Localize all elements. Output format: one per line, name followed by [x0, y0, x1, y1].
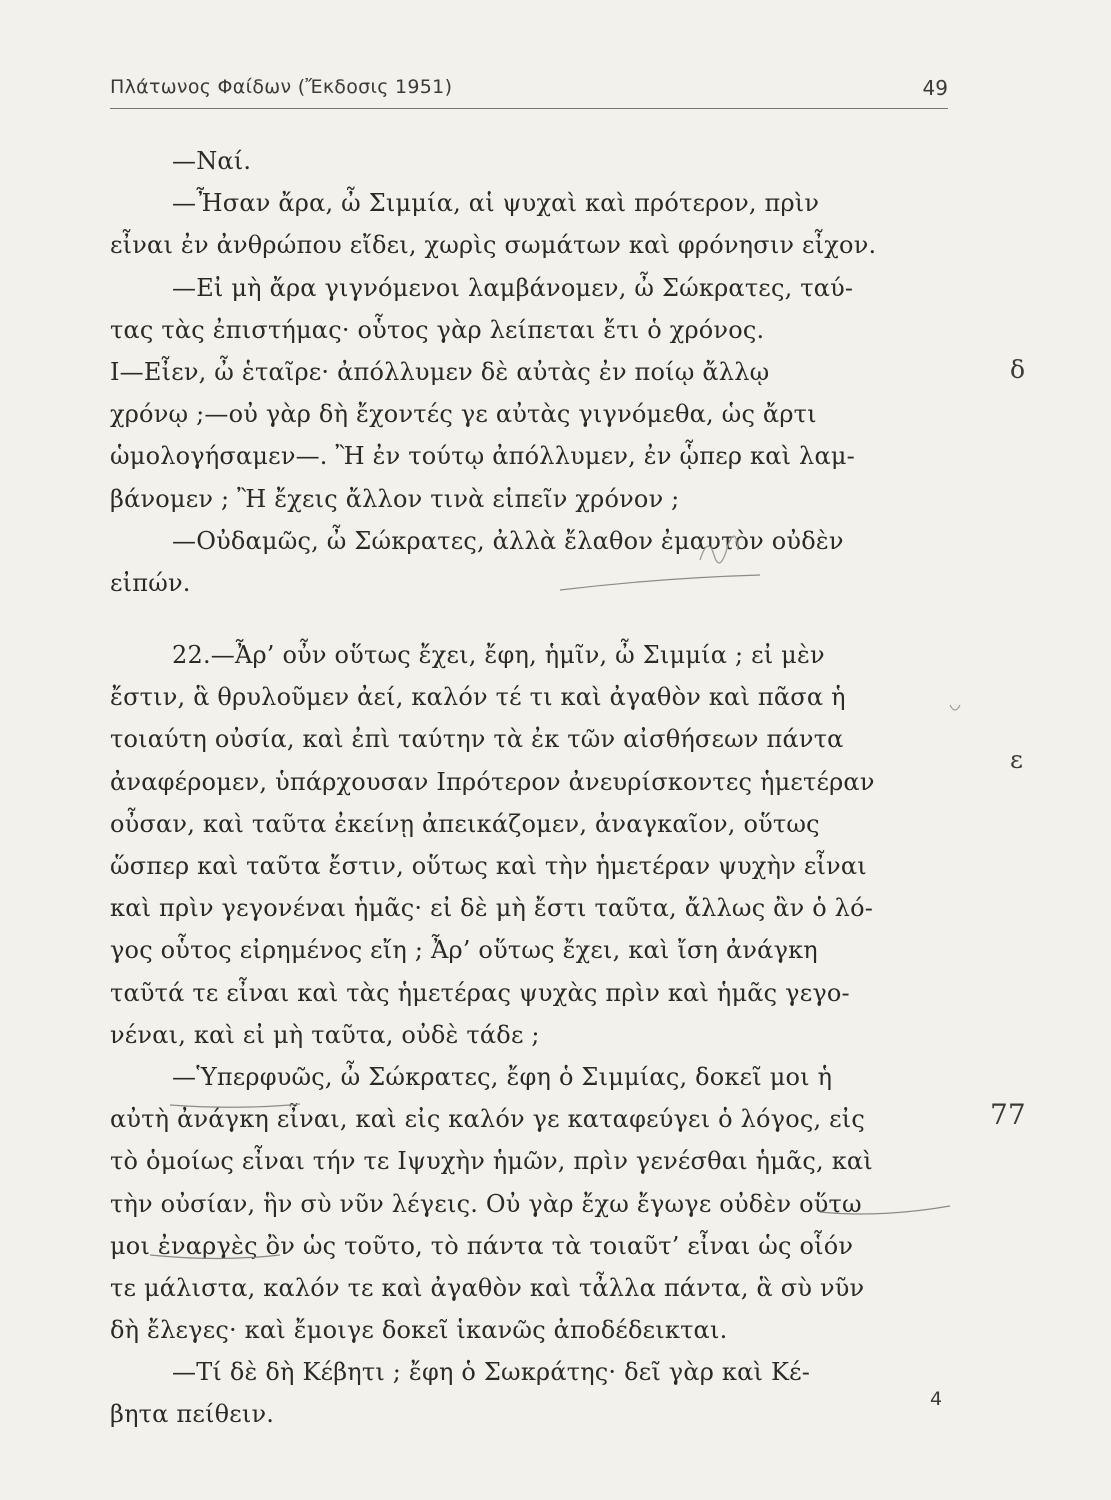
page-header — [110, 70, 948, 109]
text-line: εἶναι ἐν ἀνθρώπου εἴδει, χωρὶς σωμάτων καὶ φρόνησιν εἶχον. — [110, 231, 877, 260]
text-line: ὥσπερ καὶ ταῦτα ἔστιν, οὕτως καὶ τὴν ἡμετέραν ψυχὴν εἶναι — [110, 852, 867, 880]
greek-text-body — [110, 140, 960, 1436]
text-line: βάνομεν ; Ἢ ἔχεις ἄλλον τινὰ εἰπεῖν χρόνον ; — [110, 484, 680, 513]
margin-marker-e: ε — [1010, 745, 1023, 774]
text-line: —Ἦσαν ἄρα, ὦ Σιμμία, αἱ ψυχαὶ καὶ πρότερον, πρὶν — [172, 189, 820, 218]
text-line: 22.—Ἆρ’ οὖν οὕτως ἔχει, ἔφη, ἡμῖν, ὦ Σιμμία ; εἰ μὲν — [172, 641, 825, 670]
text-line: τοιαύτη οὐσία, καὶ ἐπὶ ταύτην τὰ ἐκ τῶν αἰσθήσεων πάντα — [110, 725, 844, 754]
text-line: —Ναί. — [172, 147, 252, 175]
text-line: τὸ ὁμοίως εἶναι τήν τε Iψυχὴν ἡμῶν, πρὶν γενέσθαι ἡμᾶς, καὶ — [110, 1147, 873, 1176]
text-line: βητα πείθειν. — [110, 1400, 275, 1429]
text-line: ἀναφέρομεν, ὑπάρχουσαν Iπρότερον ἀνευρίσκοντες ἡμετέραν — [110, 767, 875, 796]
text-line: γος οὗτος εἰρημένος εἴη ; Ἆρ’ οὕτως ἔχει, καὶ ἴση ἀνάγκη — [110, 936, 818, 965]
running-title: Πλάτωνος Φαίδων (Ἔκδοσις 1951) — [110, 76, 453, 98]
text-line: —Οὐδαμῶς, ὦ Σώκρατες, ἀλλὰ ἔλαθον ἐμαυτὸν οὐδὲν — [172, 526, 844, 555]
text-line: ταῦτά τε εἶναι καὶ τὰς ἡμετέρας ψυχὰς πρὶν καὶ ἡμᾶς γεγο- — [110, 978, 850, 1007]
text-line: τὴν οὐσίαν, ἣν σὺ νῦν λέγεις. Οὐ γὰρ ἔχω ἔγωγε οὐδὲν οὕτω — [110, 1189, 862, 1218]
text-line: εἰπών. — [110, 568, 191, 597]
text-line: —Εἰ μὴ ἄρα γιγνόμενοι λαμβάνομεν, ὦ Σώκρατες, ταύ- — [172, 273, 854, 302]
text-line: δὴ ἔλεγες· καὶ ἔμοιγε δοκεῖ ἱκανῶς ἀποδέδεικται. — [110, 1316, 728, 1345]
text-line: μοι ἐναργὲς ὂν ὡς τοῦτο, τὸ πάντα τὰ τοιαῦτ’ εἶναι ὡς οἷόν — [110, 1231, 854, 1260]
page-number: 49 — [922, 76, 948, 100]
signature-number: 4 — [930, 1388, 943, 1410]
text-line: τε μάλιστα, καλόν τε καὶ ἀγαθὸν καὶ τἆλλα πάντα, ἃ σὺ νῦν — [110, 1273, 865, 1302]
text-line: —Ὑπερφυῶς, ὦ Σώκρατες, ἔφη ὁ Σιμμίας, δοκεῖ μοι ἡ — [172, 1062, 833, 1091]
paragraph-gap — [110, 604, 960, 634]
text-line: αὐτὴ ἀνάγκη εἶναι, καὶ εἰς καλόν γε καταφεύγει ὁ λόγος, εἰς — [110, 1105, 866, 1134]
text-line: καὶ πρὶν γεγονέναι ἡμᾶς· εἰ δὲ μὴ ἔστι ταῦτα, ἄλλως ἂν ὁ λό- — [110, 894, 874, 923]
text-line: νέναι, καὶ εἰ μὴ ταῦτα, οὐδὲ τάδε ; — [110, 1020, 540, 1049]
text-line: χρόνῳ ;—οὐ γὰρ δὴ ἔχοντές γε αὐτὰς γιγνόμεθα, ὡς ἄρτι — [110, 400, 817, 429]
text-line: ἔστιν, ἃ θρυλοῦμεν ἀεί, καλόν τέ τι καὶ ἀγαθὸν καὶ πᾶσα ἡ — [110, 683, 846, 712]
text-line: τας τὰς ἐπιστήμας· οὗτος γὰρ λείπεται ἔτι ὁ χρόνος. — [110, 315, 765, 344]
text-line: I—Εἶεν, ὦ ἑταῖρε· ἀπόλλυμεν δὲ αὐτὰς ἐν ποίῳ ἄλλῳ — [110, 357, 770, 386]
margin-marker-d: δ — [1010, 355, 1026, 384]
text-line: —Τί δὲ δὴ Κέβητι ; ἔφη ὁ Σωκράτης· δεῖ γὰρ καὶ Κέ- — [172, 1358, 811, 1387]
text-line: οὖσαν, καὶ ταῦτα ἐκείνῃ ἀπεικάζομεν, ἀναγκαῖον, οὕτως — [110, 809, 820, 838]
stephanus-number: 77 — [990, 1098, 1026, 1131]
text-line: ὡμολογήσαμεν—. Ἢ ἐν τούτῳ ἀπόλλυμεν, ἐν ᾧπερ καὶ λαμ- — [110, 442, 855, 471]
